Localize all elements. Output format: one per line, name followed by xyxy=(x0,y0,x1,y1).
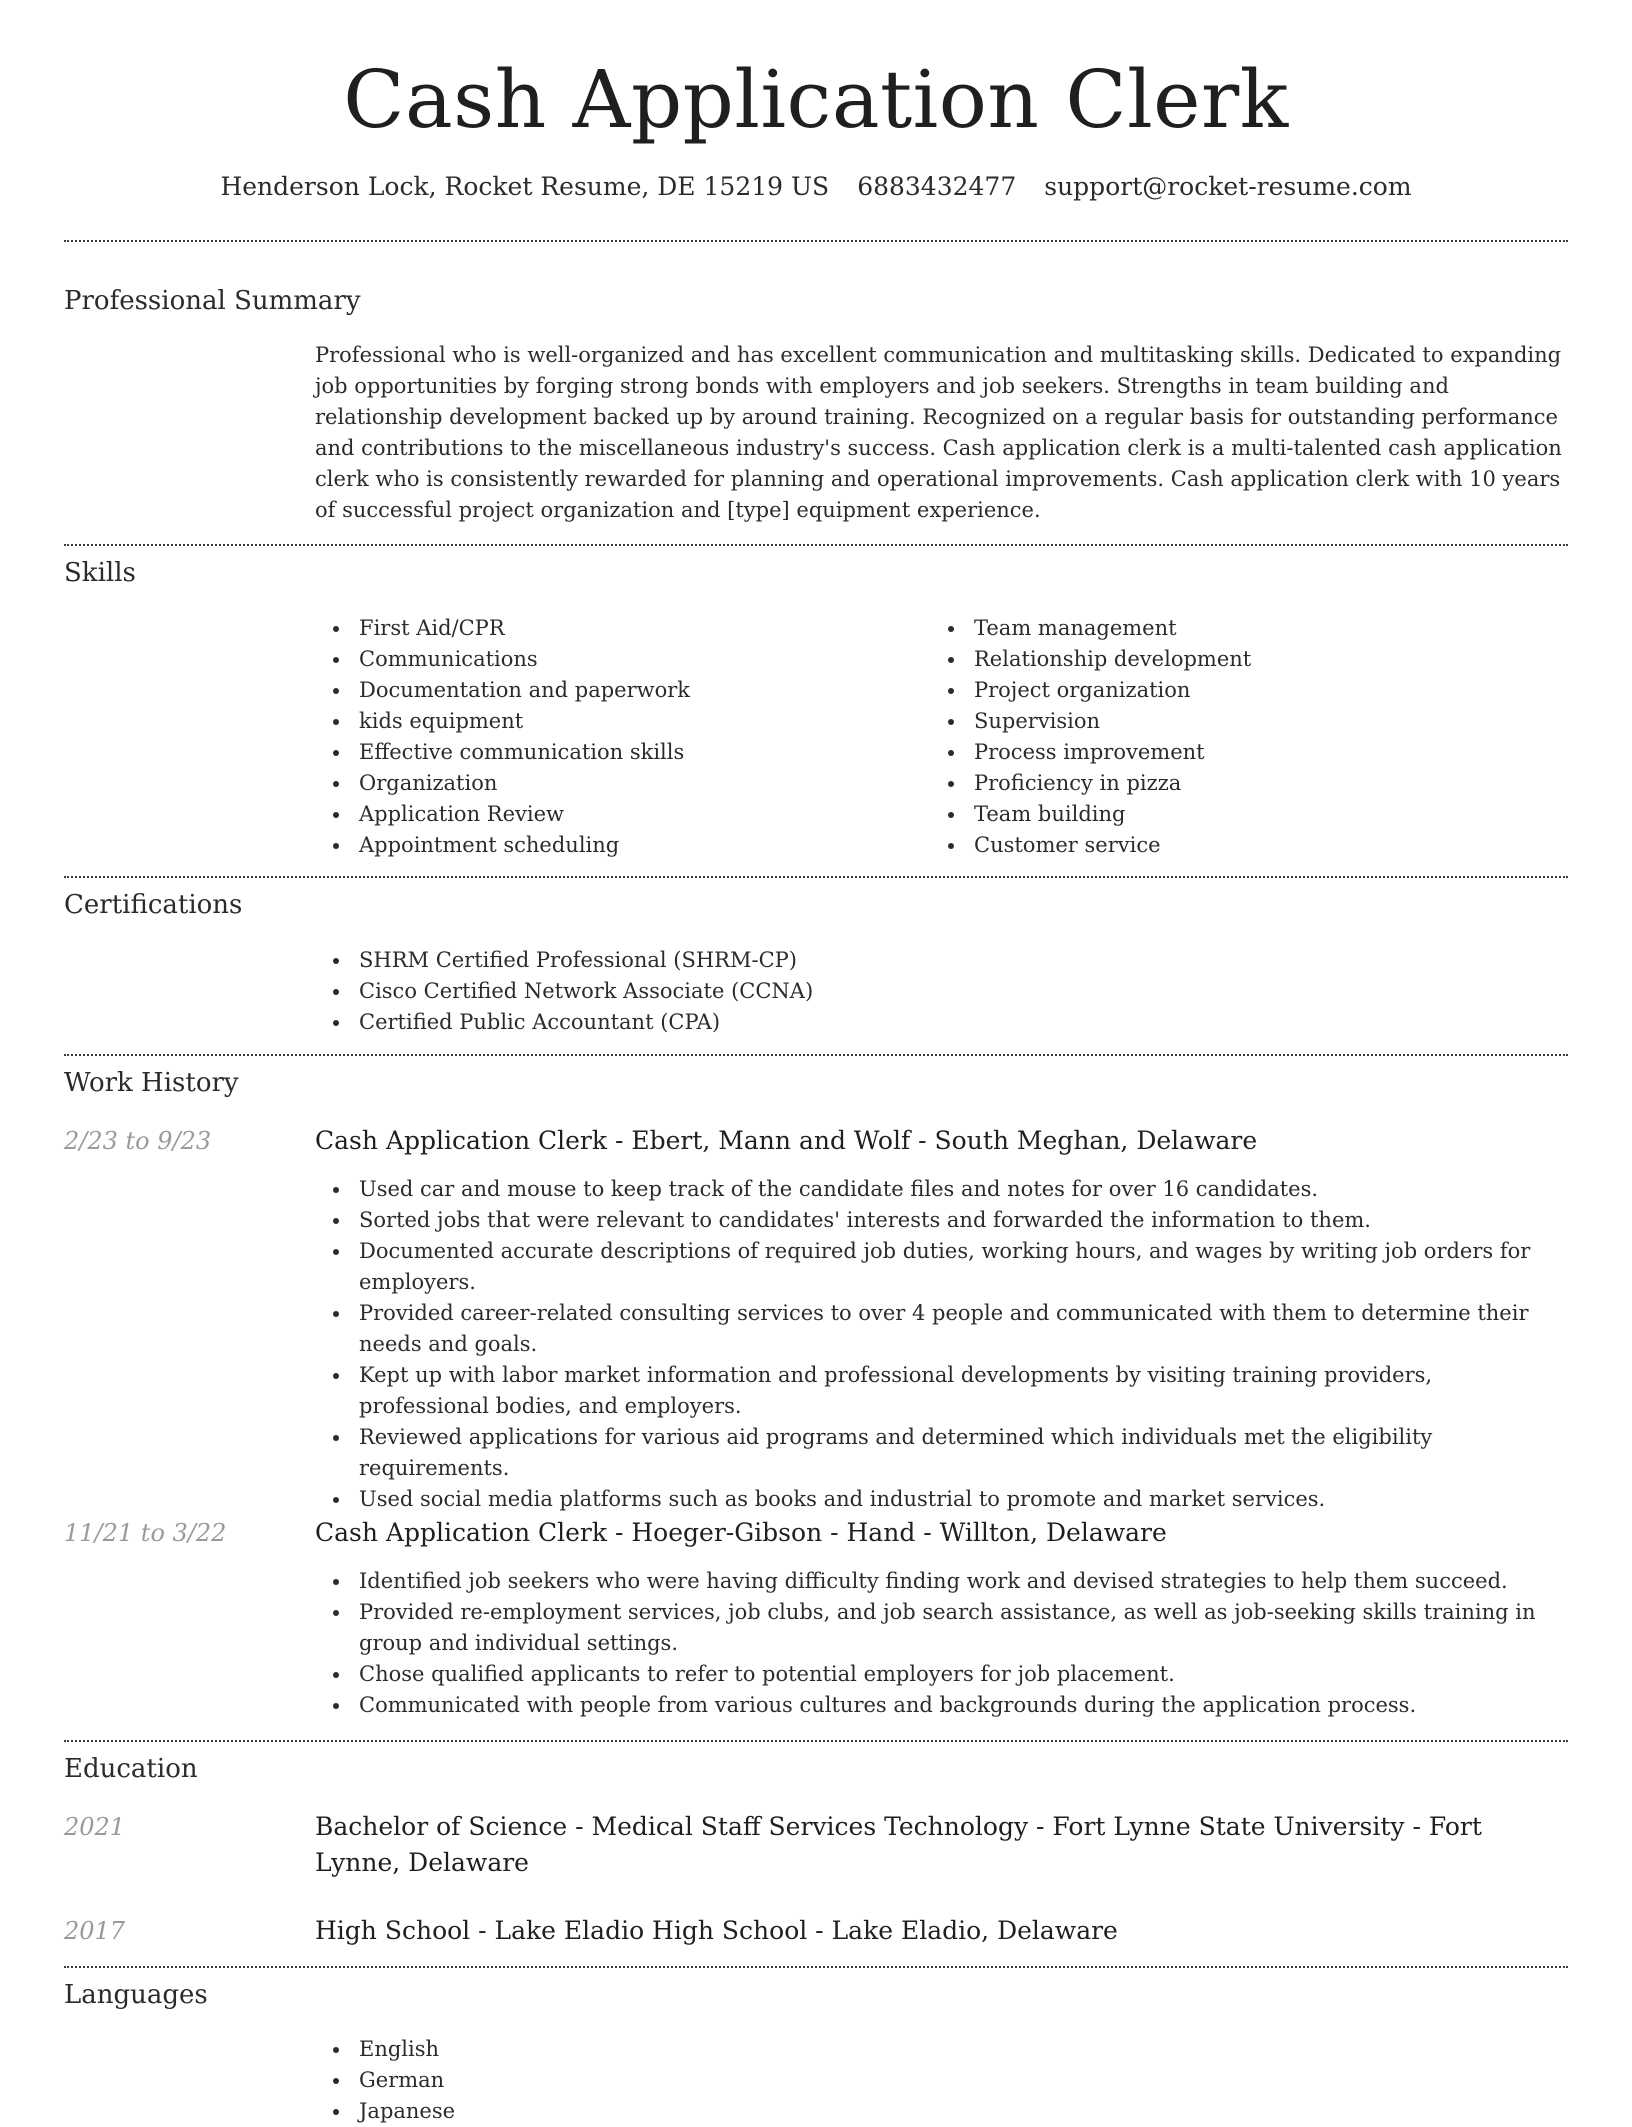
job-bullet: Used car and mouse to keep track of the candidate files and notes for over 16 candidates. xyxy=(359,1174,1568,1205)
language-item: German xyxy=(359,2065,959,2096)
job-bullet: Chose qualified applicants to refer to potential employers for job placement. xyxy=(359,1659,1568,1690)
language-item: Japanese xyxy=(359,2096,959,2127)
skill-item: Appointment scheduling xyxy=(359,830,919,861)
job-bullet: Used social media platforms such as books and industrial to promote and market services. xyxy=(359,1484,1568,1515)
job-bullets xyxy=(315,1174,1568,1515)
work-history-heading: Work History xyxy=(64,1068,239,1098)
contact-email: support@rocket-resume.com xyxy=(1044,172,1412,201)
section-divider xyxy=(64,876,1568,878)
job-bullet: Identified job seekers who were having difficulty finding work and devised strategies to help them succeed. xyxy=(359,1566,1568,1597)
skill-item: Proficiency in pizza xyxy=(974,768,1574,799)
skill-item: Application Review xyxy=(359,799,919,830)
skill-item: Supervision xyxy=(974,706,1574,737)
certification-item: Certified Public Accountant (CPA) xyxy=(359,1007,1559,1038)
section-divider xyxy=(64,1966,1568,1968)
skills-heading: Skills xyxy=(64,558,136,588)
education-year: 2017 xyxy=(64,1917,126,1945)
education-heading-entry: High School - Lake Eladio High School - Lake Eladio, Delaware xyxy=(315,1916,1118,1945)
resume-title: Cash Application Clerk xyxy=(343,53,1289,146)
skill-item: Effective communication skills xyxy=(359,737,919,768)
skill-item: First Aid/CPR xyxy=(359,613,919,644)
job-dates: 2/23 to 9/23 xyxy=(64,1127,212,1155)
skill-item: Team building xyxy=(974,799,1574,830)
languages-heading: Languages xyxy=(64,1980,208,2010)
language-item: English xyxy=(359,2034,959,2065)
job-bullet: Sorted jobs that were relevant to candidates' interests and forwarded the information to them. xyxy=(359,1205,1568,1236)
section-divider xyxy=(64,240,1568,242)
job-bullet: Reviewed applications for various aid programs and determined which individuals met the eligibility requirements. xyxy=(359,1422,1568,1484)
section-divider xyxy=(64,544,1568,546)
job-bullet: Provided re-employment services, job clubs, and job search assistance, as well as job-seeking skills training in group and individual settings. xyxy=(359,1597,1568,1659)
education-year: 2021 xyxy=(64,1813,126,1841)
skill-item: Customer service xyxy=(974,830,1574,861)
skill-item: kids equipment xyxy=(359,706,919,737)
job-dates: 11/21 to 3/22 xyxy=(64,1519,227,1547)
education-heading-entry: Bachelor of Science - Medical Staff Services Technology - Fort Lynne State University - Fort Lynne, Delaware xyxy=(315,1812,1482,1877)
certification-item: Cisco Certified Network Associate (CCNA) xyxy=(359,976,1559,1007)
job-bullet: Provided career-related consulting services to over 4 people and communicated with them to determine their needs and goals. xyxy=(359,1298,1568,1360)
section-divider xyxy=(64,1740,1568,1742)
skill-item: Documentation and paperwork xyxy=(359,675,919,706)
certification-item: SHRM Certified Professional (SHRM-CP) xyxy=(359,945,1559,976)
skills-list-right xyxy=(930,613,1574,861)
job-bullet: Documented accurate descriptions of required job duties, working hours, and wages by writing job orders for employers. xyxy=(359,1236,1568,1298)
languages-list xyxy=(315,2034,959,2127)
certifications-list xyxy=(315,945,1559,1038)
contact-line xyxy=(64,170,1568,204)
certifications-heading: Certifications xyxy=(64,890,243,920)
contact-phone: 6883432477 xyxy=(857,172,1017,201)
skill-item: Organization xyxy=(359,768,919,799)
skill-item: Process improvement xyxy=(974,737,1574,768)
section-divider xyxy=(64,1054,1568,1056)
contact-address: Henderson Lock, Rocket Resume, DE 15219 US xyxy=(220,172,830,201)
summary-heading: Professional Summary xyxy=(64,286,361,316)
education-heading: Education xyxy=(64,1754,198,1784)
skill-item: Team management xyxy=(974,613,1574,644)
job-heading: Cash Application Clerk - Hoeger-Gibson - Hand - Willton, Delaware xyxy=(315,1518,1167,1547)
job-bullet: Kept up with labor market information and professional developments by visiting training providers, professional bodies, and employers. xyxy=(359,1360,1568,1422)
skill-item: Communications xyxy=(359,644,919,675)
job-heading: Cash Application Clerk - Ebert, Mann and Wolf - South Meghan, Delaware xyxy=(315,1126,1258,1155)
skill-item: Project organization xyxy=(974,675,1574,706)
summary-text: Professional who is well-organized and has excellent communication and multitasking skills. Dedicated to expanding job opportunities by forging strong bonds with employers and job seekers. Strengths in team building and relationship development backed up by around training. Recognized on a regular basis for outstanding performance and contributions to the miscellaneous industry's success. Cash application clerk is a multi-talented cash application clerk who is consistently rewarded for planning and operational improvements. Cash application clerk with 10 years of successful project organization and [type] equipment experience. xyxy=(315,343,1562,522)
skill-item: Relationship development xyxy=(974,644,1574,675)
job-bullets xyxy=(315,1566,1568,1721)
skills-list-left xyxy=(315,613,919,861)
job-bullet: Communicated with people from various cultures and backgrounds during the application process. xyxy=(359,1690,1568,1721)
